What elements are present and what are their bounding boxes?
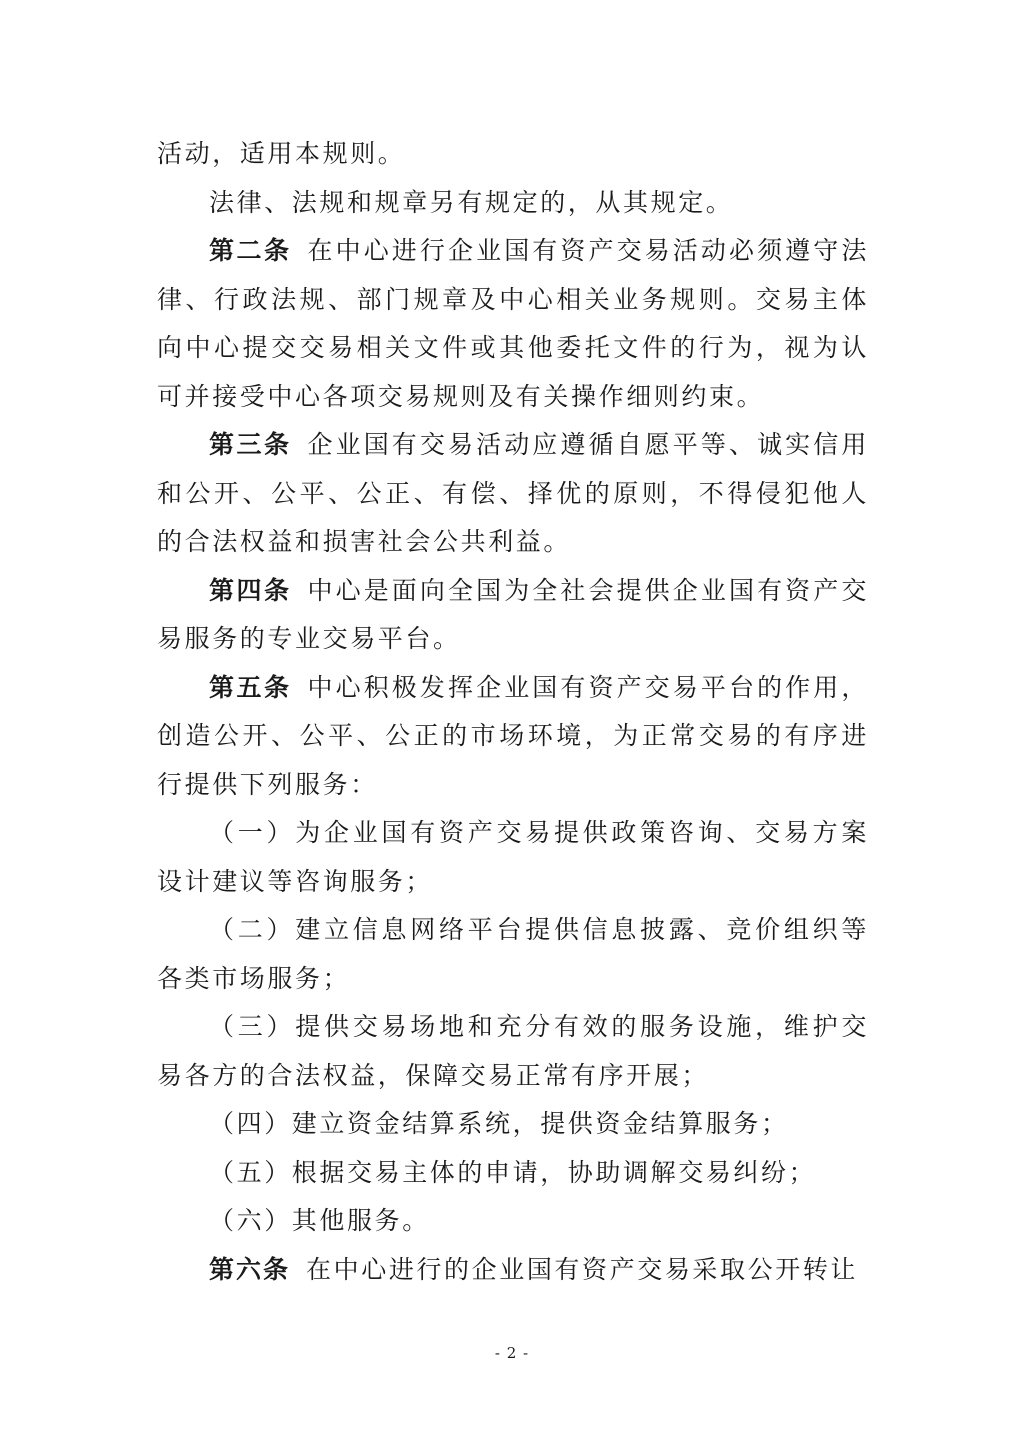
article-number: 第五条 <box>209 672 292 702</box>
paragraph-text: （四）建立资金结算系统，提供资金结算服务； <box>209 1109 789 1138</box>
article-5 <box>157 664 869 810</box>
paragraph-text: （二）建立信息网络平台提供信息披露、竞价组织等各类市场服务； <box>157 915 869 993</box>
paragraph-text: 中心是面向全国为全社会提供企业国有资产交易服务的专业交易平台。 <box>157 575 869 653</box>
paragraph-text: 活动，适用本规则。 <box>157 139 406 168</box>
paragraph-1 <box>157 130 869 179</box>
paragraph-text: 在中心进行的企业国有资产交易采取公开转让 <box>306 1254 859 1284</box>
paragraph-text: （三）提供交易场地和充分有效的服务设施，维护交易各方的合法权益，保障交易正常有序开展； <box>157 1012 869 1090</box>
paragraph-2 <box>157 179 869 228</box>
article-4 <box>157 567 869 664</box>
paragraph-text: 中心积极发挥企业国有资产交易平台的作用，创造公开、公平、公正的市场环境，为正常交易的有序进行提供下列服务： <box>157 672 869 799</box>
page-number: - 2 - <box>494 1344 530 1362</box>
paragraph-text: 在中心进行企业国有资产交易活动必须遵守法律、行政法规、部门规章及中心相关业务规则。交易主体向中心提交交易相关文件或其他委托文件的行为，视为认可并接受中心各项交易规则及有关操作细则约束。 <box>157 236 869 411</box>
article-number: 第四条 <box>209 575 292 605</box>
article-number: 第六条 <box>209 1254 291 1284</box>
article-2 <box>157 227 869 421</box>
document-body <box>157 130 869 1294</box>
list-item-6 <box>157 1197 869 1246</box>
list-item-5 <box>157 1149 869 1198</box>
paragraph-text: （六）其他服务。 <box>209 1206 430 1235</box>
paragraph-text: （五）根据交易主体的申请，协助调解交易纠纷； <box>209 1157 817 1187</box>
list-item-2 <box>157 906 869 1003</box>
article-3 <box>157 421 869 567</box>
list-item-1 <box>157 809 869 906</box>
article-6 <box>157 1246 869 1295</box>
article-number: 第二条 <box>209 236 292 265</box>
article-number: 第三条 <box>209 430 292 459</box>
list-item-3 <box>157 1003 869 1100</box>
paragraph-text: （一）为企业国有资产交易提供政策咨询、交易方案设计建议等咨询服务； <box>157 818 869 896</box>
paragraph-text: 法律、法规和规章另有规定的，从其规定。 <box>209 187 734 217</box>
list-item-4 <box>157 1100 869 1149</box>
paragraph-text: 企业国有交易活动应遵循自愿平等、诚实信用和公开、公平、公正、有偿、择优的原则，不得侵犯他人的合法权益和损害社会公共利益。 <box>157 430 869 556</box>
